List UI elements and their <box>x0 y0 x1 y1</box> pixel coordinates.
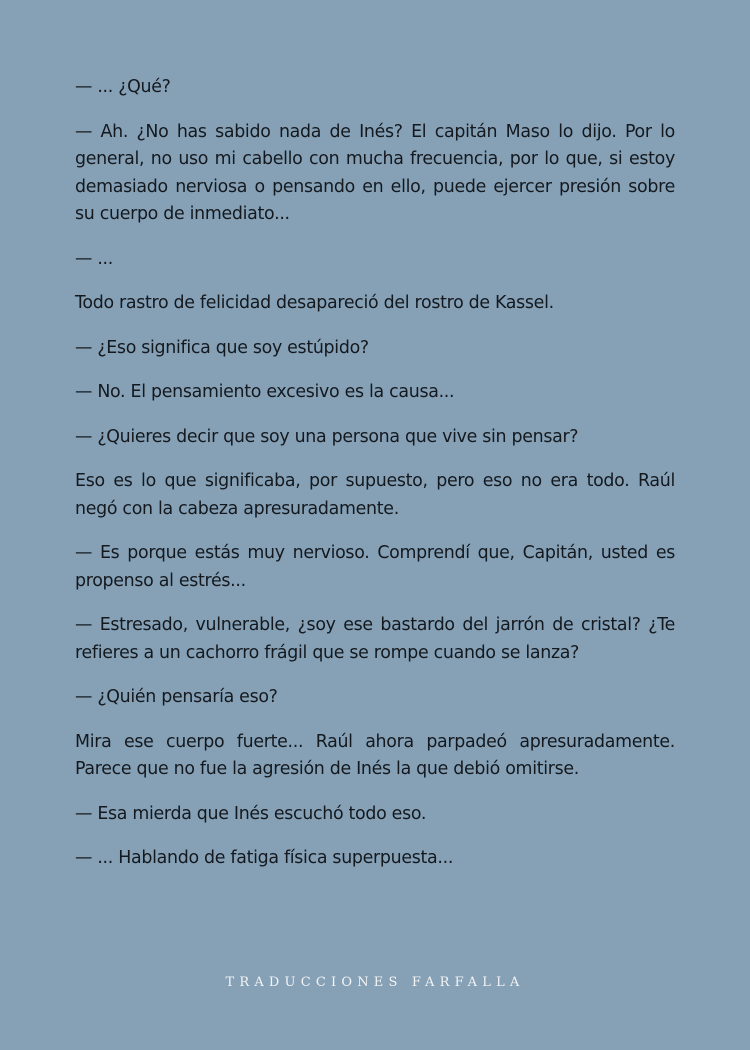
paragraph-dialogue-estresado: — Estresado, vulnerable, ¿soy ese bastardo del jarrón de cristal? ¿Te refieres a un cachorro frágil que se rompe cuando se lanza? <box>75 615 675 663</box>
footer-watermark: TRADUCCIONES FARFALLA <box>225 975 525 990</box>
document-page <box>75 74 675 890</box>
paragraph-narration-mira: Mira ese cuerpo fuerte... Raúl ahora parpadeó apresuradamente. Parece que no fue la agresión de Inés la que debió omitirse. <box>75 731 675 779</box>
paragraph-dialogue-fatiga: — ... Hablando de fatiga física superpuesta... <box>75 848 454 868</box>
paragraph-dialogue-nervioso: — Es porque estás muy nervioso. Comprendí que, Capitán, usted es propenso al estrés... <box>75 543 675 591</box>
paragraph-dialogue-estupido: — ¿Eso significa que soy estúpido? <box>75 337 369 358</box>
paragraph-dialogue-mierda: — Esa mierda que Inés escuchó todo eso. <box>75 803 427 824</box>
paragraph-dialogue-quieres: — ¿Quieres decir que soy una persona que vive sin pensar? <box>75 426 579 447</box>
paragraph-dialogue-que: — ... ¿Qué? <box>75 77 171 97</box>
paragraph-dialogue-ellipsis: — ... <box>75 248 114 269</box>
paragraph-narration-raul: Eso es lo que significaba, por supuesto, pero eso no era todo. Raúl negó con la cabeza apresuradamente. <box>75 471 675 519</box>
paragraph-dialogue-ines: — Ah. ¿No has sabido nada de Inés? El capitán Maso lo dijo. Por lo general, no uso mi cabello con mucha frecuencia, por lo que, si estoy demasiado nerviosa o pensando en ello, puede ejercer presión sobre su cuerpo de inmediato... <box>75 121 675 224</box>
paragraph-narration-kassel: Todo rastro de felicidad desapareció del rostro de Kassel. <box>75 293 554 313</box>
paragraph-dialogue-quien: — ¿Quién pensaría eso? <box>75 687 278 707</box>
paragraph-dialogue-pensamiento: — No. El pensamiento excesivo es la causa... <box>75 382 455 402</box>
